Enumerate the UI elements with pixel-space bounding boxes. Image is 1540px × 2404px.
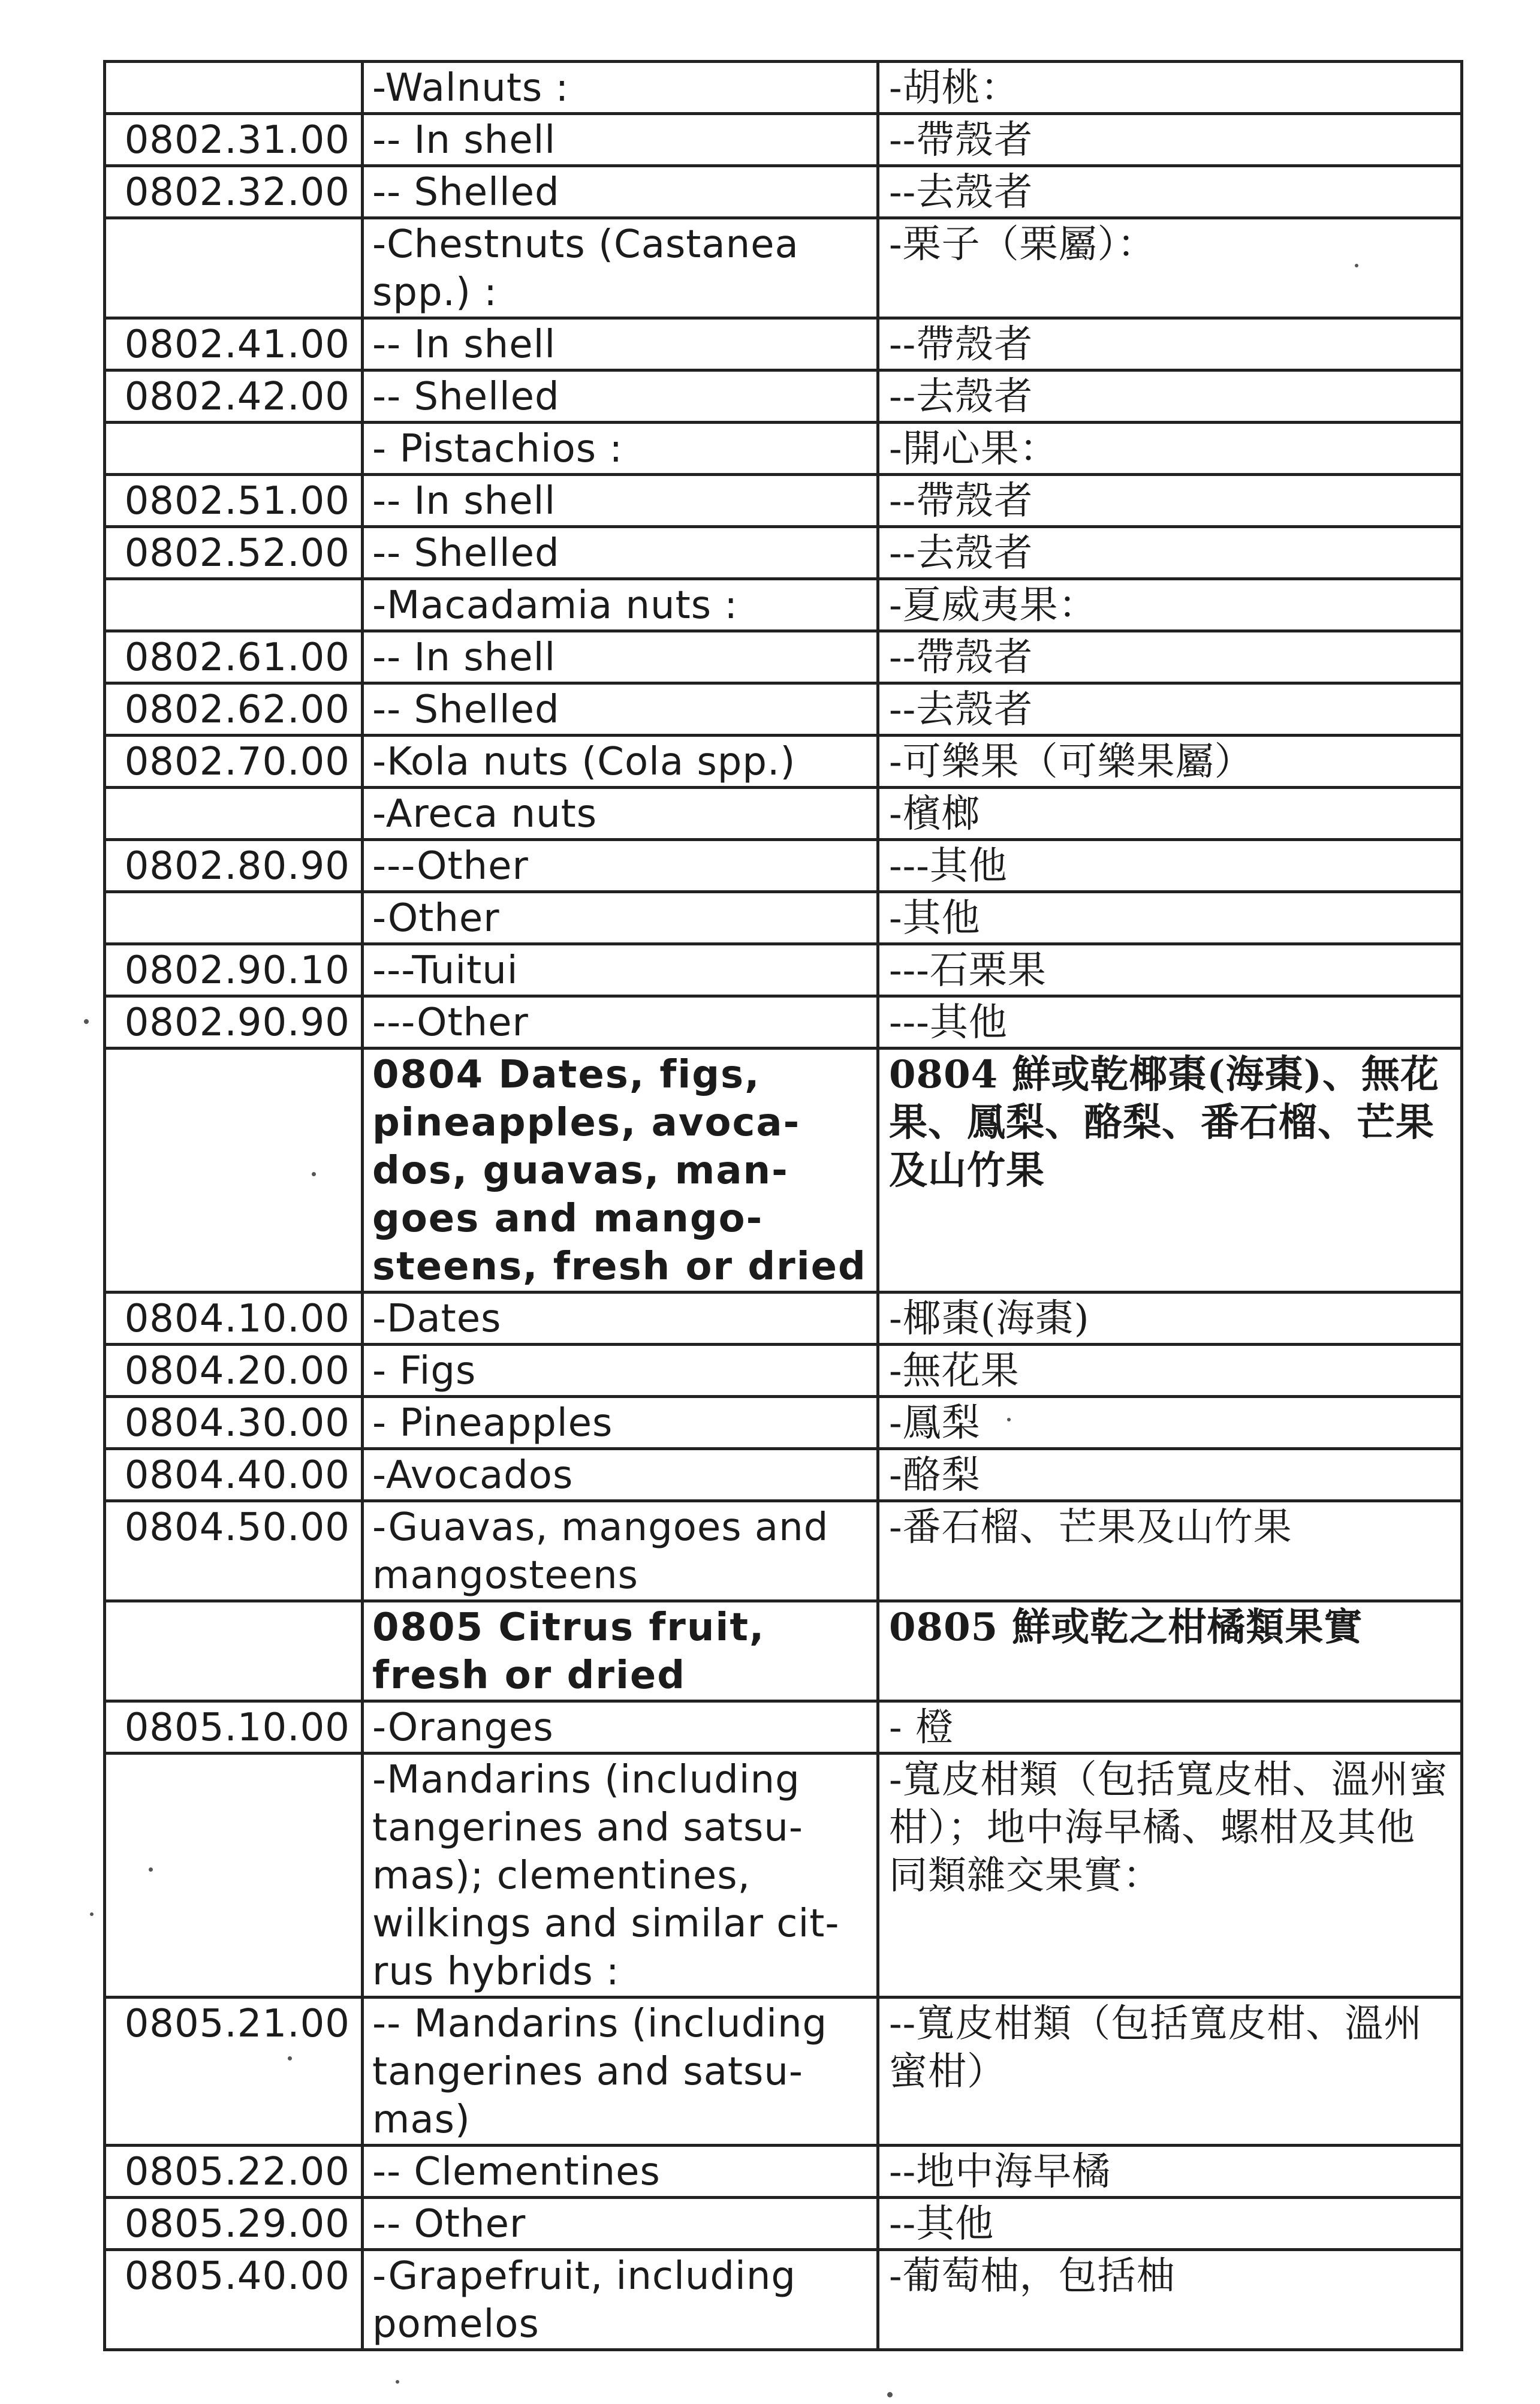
chinese-description-cell: --地中海早橘 [878, 2146, 1462, 2198]
english-description-cell: ---Other [363, 840, 878, 892]
scan-speck [1355, 264, 1358, 267]
english-description-cell: -- Clementines [363, 2146, 878, 2198]
tariff-code-cell: 0802.62.00 [105, 683, 363, 736]
tariff-code-cell [105, 1049, 363, 1293]
chinese-description-cell: 0805 鮮或乾之柑橘類果實 [878, 1601, 1462, 1701]
table-row [105, 2146, 1462, 2198]
tariff-code-cell: 0804.10.00 [105, 1293, 363, 1345]
tariff-code-cell: 0805.40.00 [105, 2250, 363, 2350]
tariff-code-cell [105, 218, 363, 318]
english-description-cell: -Avocados [363, 1449, 878, 1501]
table-row [105, 527, 1462, 579]
chinese-description-cell: -夏威夷果： [878, 579, 1462, 631]
english-description-cell: -- Shelled [363, 370, 878, 423]
table-row [105, 1501, 1462, 1601]
chinese-description-cell: -無花果 [878, 1345, 1462, 1397]
tariff-code-cell: 0802.90.10 [105, 944, 363, 996]
table-row [105, 1345, 1462, 1397]
english-description-cell: -Kola nuts (Cola spp.) [363, 736, 878, 788]
chinese-description-cell: --其他 [878, 2198, 1462, 2250]
chinese-description-cell: --去殼者 [878, 166, 1462, 218]
scan-speck [149, 1867, 153, 1872]
chinese-description-cell: -寬皮柑類（包括寬皮柑、溫州蜜柑）；地中海早橘、螺柑及其他同類雜交果實： [878, 1754, 1462, 1998]
tariff-code-cell: 0802.70.00 [105, 736, 363, 788]
english-description-cell: -Other [363, 892, 878, 944]
tariff-code-cell: 0805.10.00 [105, 1701, 363, 1754]
tariff-code-cell: 0802.51.00 [105, 475, 363, 527]
table-row [105, 631, 1462, 683]
chinese-description-cell: - 橙 [878, 1701, 1462, 1754]
tariff-code-cell [105, 788, 363, 840]
heading-row [105, 1049, 1462, 1293]
tariff-code-cell: 0805.29.00 [105, 2198, 363, 2250]
chinese-description-cell: --帶殼者 [878, 475, 1462, 527]
tariff-code-cell [105, 1601, 363, 1701]
chinese-description-cell: --帶殼者 [878, 114, 1462, 166]
chinese-description-cell: -酪梨 [878, 1449, 1462, 1501]
english-description-cell: -Guavas, mangoes and mangosteens [363, 1501, 878, 1601]
english-description-cell: -- In shell [363, 631, 878, 683]
english-description-cell: -Oranges [363, 1701, 878, 1754]
chinese-description-cell: -栗子（栗屬）： [878, 218, 1462, 318]
chinese-description-cell: -其他 [878, 892, 1462, 944]
chinese-description-cell: -可樂果（可樂果屬） [878, 736, 1462, 788]
english-description-cell: 0805 Citrus fruit, fresh or dried [363, 1601, 878, 1701]
tariff-code-cell: 0802.61.00 [105, 631, 363, 683]
tariff-code-cell: 0802.32.00 [105, 166, 363, 218]
english-description-cell: -Grapefruit, including pomelos [363, 2250, 878, 2350]
tariff-code-cell: 0802.52.00 [105, 527, 363, 579]
tariff-code-cell: 0804.30.00 [105, 1397, 363, 1449]
english-description-cell: -- Shelled [363, 166, 878, 218]
scan-speck [288, 2056, 292, 2060]
table-row [105, 370, 1462, 423]
table-row [105, 736, 1462, 788]
tariff-code-cell: 0802.42.00 [105, 370, 363, 423]
tariff-code-cell: 0804.50.00 [105, 1501, 363, 1601]
english-description-cell: -- Shelled [363, 527, 878, 579]
table-row [105, 996, 1462, 1049]
tariff-code-cell: 0804.40.00 [105, 1449, 363, 1501]
tariff-code-cell: 0802.31.00 [105, 114, 363, 166]
table-row [105, 944, 1462, 996]
table-row [105, 1449, 1462, 1501]
chinese-description-cell: --去殼者 [878, 527, 1462, 579]
english-description-cell: ---Other [363, 996, 878, 1049]
english-description-cell: -- Mandarins (including tangerines and satsu-mas) [363, 1998, 878, 2146]
table-row [105, 1754, 1462, 1998]
english-description-cell: -- In shell [363, 318, 878, 370]
chinese-description-cell: --寬皮柑類（包括寬皮柑、溫州蜜柑） [878, 1998, 1462, 2146]
tariff-code-cell [105, 579, 363, 631]
chinese-description-cell: -椰棗(海棗) [878, 1293, 1462, 1345]
english-description-cell: -Macadamia nuts : [363, 579, 878, 631]
heading-row [105, 1601, 1462, 1701]
table-row [105, 423, 1462, 475]
chinese-description-cell: --去殼者 [878, 370, 1462, 423]
english-description-cell: -Dates [363, 1293, 878, 1345]
english-description-cell: ---Tuitui [363, 944, 878, 996]
english-description-cell: 0804 Dates, figs, pineapples, avoca-dos, guavas, man-goes and mango-steens, fresh or dried [363, 1049, 878, 1293]
english-description-cell: -Mandarins (including tangerines and satsu-mas); clementines, wilkings and similar cit-rus hybrids : [363, 1754, 878, 1998]
table-row [105, 318, 1462, 370]
tariff-code-cell [105, 1754, 363, 1998]
tariff-code-cell: 0802.80.90 [105, 840, 363, 892]
table-row [105, 683, 1462, 736]
table-row [105, 1998, 1462, 2146]
chinese-description-cell: ---石栗果 [878, 944, 1462, 996]
english-description-cell: -Chestnuts (Castanea spp.) : [363, 218, 878, 318]
chinese-description-cell: -檳榔 [878, 788, 1462, 840]
table-row [105, 1701, 1462, 1754]
table-row [105, 788, 1462, 840]
tariff-code-cell [105, 62, 363, 114]
english-description-cell: -- Shelled [363, 683, 878, 736]
table-row [105, 218, 1462, 318]
table-row [105, 62, 1462, 114]
tariff-code-cell: 0805.21.00 [105, 1998, 363, 2146]
scan-speck [396, 2380, 399, 2384]
tariff-code-cell: 0805.22.00 [105, 2146, 363, 2198]
chinese-description-cell: ---其他 [878, 840, 1462, 892]
table-row [105, 579, 1462, 631]
english-description-cell: -- In shell [363, 475, 878, 527]
scan-speck [84, 1019, 89, 1024]
chinese-description-cell: -開心果： [878, 423, 1462, 475]
tariff-code-cell [105, 892, 363, 944]
scan-speck [90, 1912, 94, 1916]
table-row [105, 892, 1462, 944]
tariff-code-cell: 0802.90.90 [105, 996, 363, 1049]
table-row [105, 840, 1462, 892]
table-row [105, 2250, 1462, 2350]
chinese-description-cell: -胡桃： [878, 62, 1462, 114]
chinese-description-cell: -葡萄柚，包括柚 [878, 2250, 1462, 2350]
scan-speck [1007, 1418, 1011, 1421]
chinese-description-cell: --帶殼者 [878, 631, 1462, 683]
scan-speck [887, 2392, 893, 2397]
table-row [105, 1293, 1462, 1345]
chinese-description-cell: -番石榴、芒果及山竹果 [878, 1501, 1462, 1601]
tariff-table [103, 60, 1463, 2351]
table-row [105, 1397, 1462, 1449]
table-row [105, 475, 1462, 527]
chinese-description-cell: --去殼者 [878, 683, 1462, 736]
english-description-cell: -Walnuts : [363, 62, 878, 114]
table-row [105, 166, 1462, 218]
chinese-description-cell: -鳳梨 [878, 1397, 1462, 1449]
tariff-code-cell: 0804.20.00 [105, 1345, 363, 1397]
english-description-cell: - Pineapples [363, 1397, 878, 1449]
chinese-description-cell: ---其他 [878, 996, 1462, 1049]
english-description-cell: -- Other [363, 2198, 878, 2250]
chinese-description-cell: 0804 鮮或乾椰棗(海棗)、無花果、鳳梨、酪梨、番石榴、芒果及山竹果 [878, 1049, 1462, 1293]
tariff-code-cell: 0802.41.00 [105, 318, 363, 370]
english-description-cell: -Areca nuts [363, 788, 878, 840]
table-row [105, 114, 1462, 166]
chinese-description-cell: --帶殼者 [878, 318, 1462, 370]
tariff-table-body [105, 62, 1462, 2350]
english-description-cell: -- In shell [363, 114, 878, 166]
tariff-code-cell [105, 423, 363, 475]
english-description-cell: - Pistachios : [363, 423, 878, 475]
english-description-cell: - Figs [363, 1345, 878, 1397]
scan-speck [312, 1172, 316, 1176]
table-row [105, 2198, 1462, 2250]
